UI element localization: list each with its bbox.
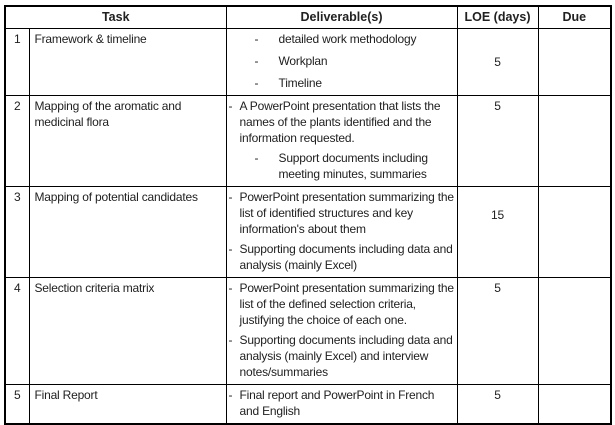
header-row [5, 6, 611, 28]
dash-bullet: - [254, 150, 259, 165]
deliverable-item [229, 53, 455, 69]
row-number: 3 [5, 186, 29, 277]
deliverable-item [229, 280, 455, 328]
table-row [5, 95, 611, 186]
task-cell: Framework & timeline [29, 28, 226, 95]
deliverable-text: detailed work methodology [278, 31, 417, 46]
due-cell [538, 28, 611, 95]
header-loe: LOE (days) [457, 6, 538, 28]
table-body [5, 28, 611, 424]
deliverable-item [229, 75, 455, 91]
table-row [5, 186, 611, 277]
deliverables-cell [226, 277, 457, 384]
deliverable-text: Supporting documents including data and analysis (mainly Excel) [239, 241, 453, 272]
table-header [5, 6, 611, 28]
dash-bullet: - [228, 189, 233, 204]
deliverable-text: PowerPoint presentation summarizing the list of the defined selection criteria, justifying the choice of each one. [239, 280, 454, 327]
row-number: 4 [5, 277, 29, 384]
dash-bullet: - [228, 280, 233, 295]
dash-bullet: - [228, 98, 233, 113]
deliverables-cell [226, 186, 457, 277]
deliverable-text: A PowerPoint presentation that lists the names of the plants identified and the information requested. [239, 98, 441, 145]
due-cell [538, 186, 611, 277]
task-cell: Final Report [29, 384, 226, 424]
deliverable-item [229, 189, 455, 237]
header-task: Task [5, 6, 226, 28]
loe-cell: 5 [457, 95, 538, 186]
dash-bullet: - [254, 75, 259, 90]
task-cell: Selection criteria matrix [29, 277, 226, 384]
deliverable-item [229, 98, 455, 146]
header-deliverables: Deliverable(s) [226, 6, 457, 28]
task-cell: Mapping of the aromatic and medicinal flora [29, 95, 226, 186]
row-number: 1 [5, 28, 29, 95]
deliverable-text: Timeline [278, 75, 322, 90]
row-number: 2 [5, 95, 29, 186]
due-cell [538, 95, 611, 186]
task-cell: Mapping of potential candidates [29, 186, 226, 277]
table-row [5, 277, 611, 384]
loe-cell: 5 [457, 28, 538, 95]
deliverable-item [229, 150, 455, 182]
deliverable-text: PowerPoint presentation summarizing the list of identified structures and key information's about them [239, 189, 454, 236]
deliverable-item [229, 332, 455, 380]
deliverables-cell [226, 28, 457, 95]
deliverables-table [4, 5, 612, 425]
loe-cell: 15 [457, 186, 538, 277]
deliverable-text: Workplan [278, 53, 328, 68]
dash-bullet: - [228, 332, 233, 347]
due-cell [538, 384, 611, 424]
deliverables-cell [226, 95, 457, 186]
deliverable-text: Supporting documents including data and analysis (mainly Excel) and interview notes/summaries [239, 332, 453, 379]
dash-bullet: - [228, 241, 233, 256]
loe-cell: 5 [457, 384, 538, 424]
deliverable-text: Final report and PowerPoint in French and English [239, 387, 435, 418]
due-cell [538, 277, 611, 384]
dash-bullet: - [228, 387, 233, 402]
deliverable-item [229, 31, 455, 47]
header-due: Due [538, 6, 611, 28]
deliverables-cell [226, 384, 457, 424]
table-row [5, 384, 611, 424]
dash-bullet: - [254, 31, 259, 46]
deliverable-item [229, 387, 455, 419]
deliverable-text: Support documents including meeting minutes, summaries [278, 150, 428, 181]
row-number: 5 [5, 384, 29, 424]
table-row [5, 28, 611, 95]
deliverable-item [229, 241, 455, 273]
dash-bullet: - [254, 53, 259, 68]
loe-cell: 5 [457, 277, 538, 384]
